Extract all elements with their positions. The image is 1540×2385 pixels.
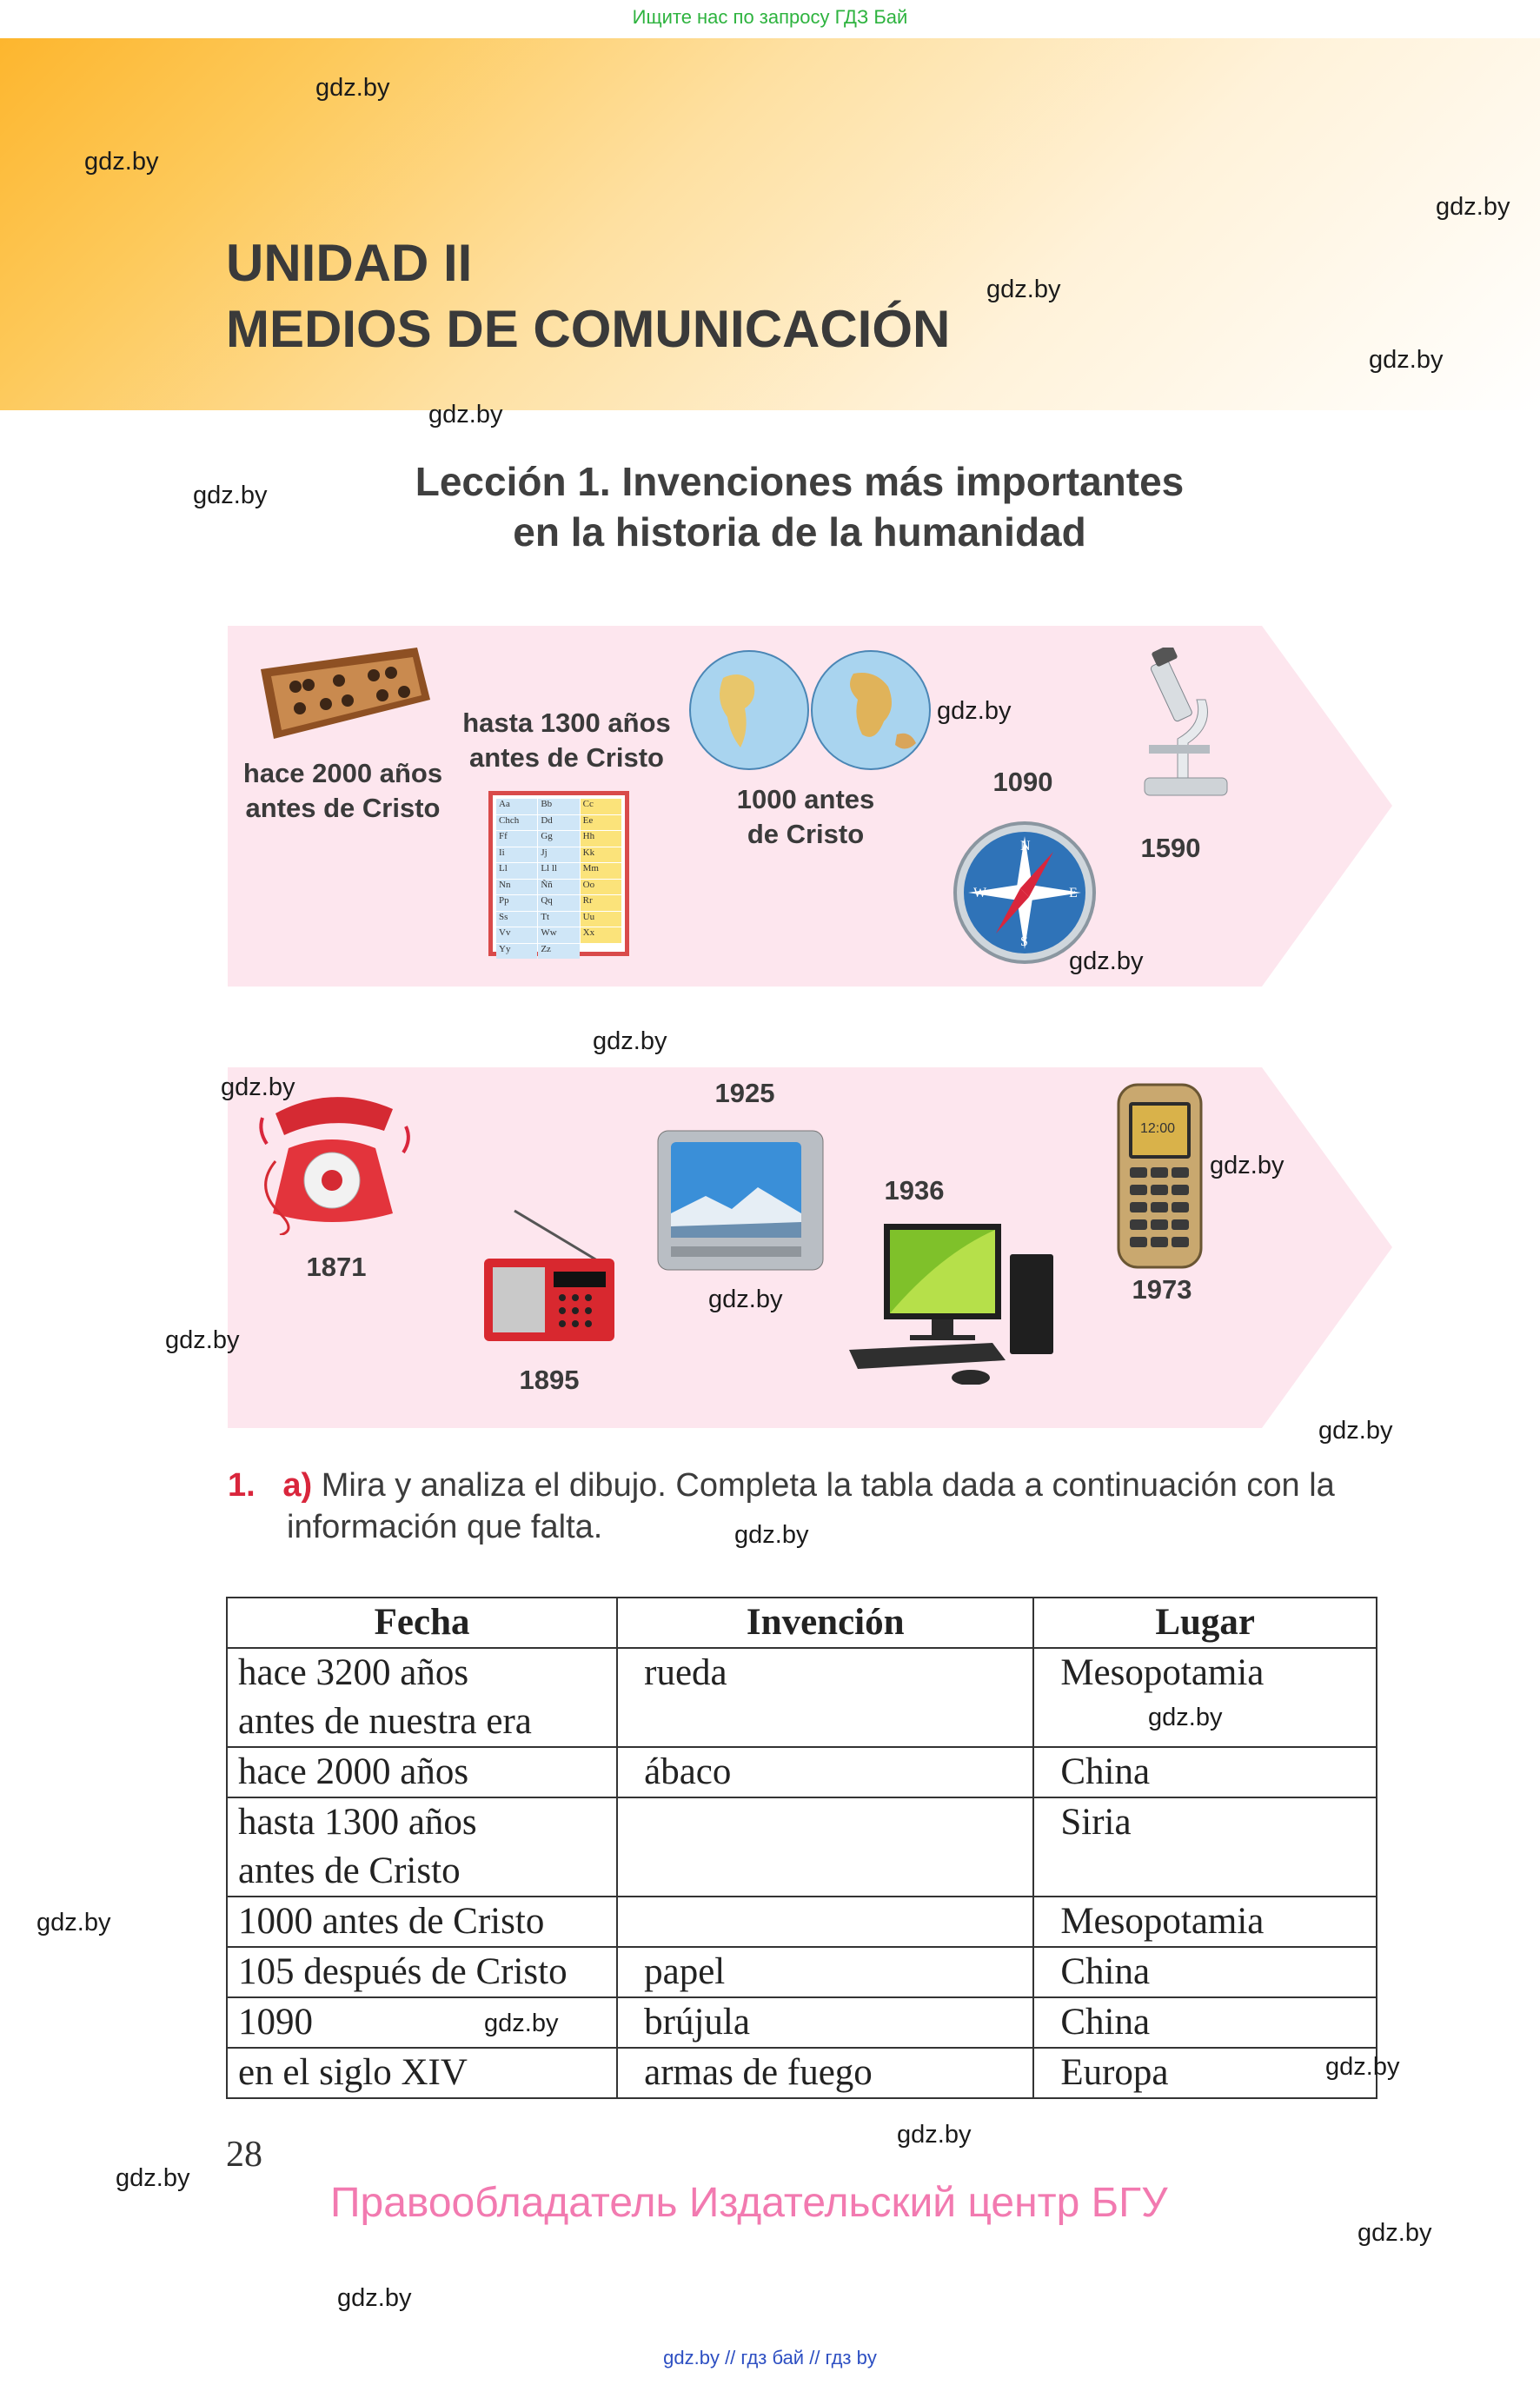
alphabet-label-line2: antes de Cristo <box>469 742 664 773</box>
cell-fecha-line: 1090 <box>238 2002 313 2043</box>
alphabet-cell: Zz <box>538 944 579 960</box>
alphabet-cell: Ii <box>496 847 537 863</box>
watermark: gdz.by <box>37 1909 111 1937</box>
radio-label: 1895 <box>519 1365 580 1395</box>
copyright-holder: Правообладатель Издательский центр БГУ <box>330 2180 1168 2226</box>
telephone-image <box>254 1083 415 1235</box>
alphabet-cell: Gg <box>538 831 579 847</box>
cell-invencion <box>617 1797 1033 1897</box>
table-header-row <box>227 1598 1377 1648</box>
compass-letter-n: N <box>1020 839 1031 854</box>
watermark: gdz.by <box>84 148 159 176</box>
cell-fecha-line: hace 3200 años <box>238 1652 469 1693</box>
television-image <box>654 1126 827 1274</box>
unit-name: MEDIOS DE COMUNICACIÓN <box>226 300 951 358</box>
exercise-number: 1. <box>228 1467 256 1504</box>
compass-letter-s: S <box>1020 934 1028 949</box>
cell-lugar: Europa <box>1033 2048 1377 2098</box>
alphabet-cell: Mm <box>581 863 621 879</box>
abacus-label <box>228 756 458 826</box>
mobile-phone-image <box>1114 1080 1210 1272</box>
header-fecha: Fecha <box>227 1598 617 1648</box>
watermark: gdz.by <box>937 697 1012 725</box>
globe-label-line2: de Cristo <box>747 819 865 849</box>
watermark: gdz.by <box>1436 193 1510 221</box>
computer-image <box>845 1219 1062 1385</box>
page-number: 28 <box>226 2135 262 2175</box>
globe-label <box>697 782 914 852</box>
abacus-image <box>243 643 435 747</box>
lesson-title-line2: en la historia de la humanidad <box>513 509 1086 555</box>
tv-label: 1925 <box>714 1078 775 1108</box>
alphabet-cell: Vv <box>496 927 537 943</box>
cell-fecha-line: 1000 antes de Cristo <box>238 1901 545 1942</box>
alphabet-cell: Aa <box>496 799 537 814</box>
alphabet-cell: Chch <box>496 815 537 831</box>
watermark: gdz.by <box>1318 1417 1393 1445</box>
globe-label-line1: 1000 antes <box>736 784 875 814</box>
compass-label: 1090 <box>992 767 1053 797</box>
watermark: gdz.by <box>1148 1704 1223 1731</box>
abacus-label-line1: hace 2000 años <box>242 758 443 788</box>
alphabet-cell: Ll ll <box>538 863 579 879</box>
compass-image <box>949 817 1101 969</box>
watermark: gdz.by <box>221 1073 295 1101</box>
watermark: gdz.by <box>428 401 503 429</box>
alphabet-cell: Ss <box>496 912 537 927</box>
cell-invencion: ábaco <box>617 1747 1033 1797</box>
cell-fecha-line: antes de Cristo <box>238 1850 461 1891</box>
watermark: gdz.by <box>484 2010 559 2037</box>
alphabet-cell: Ww <box>538 927 579 943</box>
watermark: gdz.by <box>593 1027 667 1055</box>
alphabet-cell: Xx <box>581 927 621 943</box>
watermark: gdz.by <box>315 74 390 102</box>
cell-lugar: Siria <box>1033 1797 1377 1897</box>
cell-fecha <box>227 1797 617 1897</box>
cell-fecha-line: antes de nuestra era <box>238 1701 532 1742</box>
mobile-phone-label: 1973 <box>1132 1274 1192 1305</box>
watermark: gdz.by <box>165 1326 240 1354</box>
alphabet-label-line1: hasta 1300 años <box>462 708 671 738</box>
watermark: gdz.by <box>337 2284 412 2312</box>
compass-letter-e: E <box>1069 886 1078 900</box>
header-lugar: Lugar <box>1033 1598 1377 1648</box>
radio-image <box>480 1206 623 1345</box>
watermark: gdz.by <box>708 1286 783 1313</box>
watermark: gdz.by <box>734 1521 809 1549</box>
alphabet-cell: Pp <box>496 895 537 911</box>
unit-title <box>226 230 950 362</box>
cell-fecha <box>227 1747 617 1797</box>
table-row <box>227 2048 1377 2098</box>
watermark: gdz.by <box>1325 2053 1400 2081</box>
cell-fecha <box>227 1648 617 1747</box>
watermark: gdz.by <box>897 2121 972 2149</box>
cell-fecha-line: 105 después de Cristo <box>238 1951 568 1992</box>
cell-invencion: brújula <box>617 1997 1033 2048</box>
unit-number: UNIDAD II <box>226 234 473 292</box>
abacus-label-line2: antes de Cristo <box>245 793 441 823</box>
watermark: gdz.by <box>193 482 268 509</box>
lesson-title <box>261 456 1338 557</box>
header-invencion: Invención <box>617 1598 1033 1648</box>
watermark: gdz.by <box>1369 346 1444 374</box>
cell-fecha-line: hasta 1300 años <box>238 1802 477 1843</box>
compass-letter-w: W <box>973 886 987 900</box>
alphabet-cell: Bb <box>538 799 579 814</box>
watermark: gdz.by <box>1357 2219 1432 2247</box>
exercise-text-line2: información que falta. <box>287 1509 603 1545</box>
cell-fecha <box>227 1947 617 1997</box>
cell-lugar: Mesopotamia <box>1033 1648 1377 1747</box>
table-row <box>227 1997 1377 2048</box>
cell-invencion: armas de fuego <box>617 2048 1033 2098</box>
alphabet-cell: Ll <box>496 863 537 879</box>
watermark: gdz.by <box>1069 947 1144 975</box>
microscope-label: 1590 <box>1140 833 1201 863</box>
mobile-screen-time: 12:00 <box>1140 1121 1176 1136</box>
alphabet-cell: Ññ <box>538 880 579 895</box>
cell-fecha <box>227 2048 617 2098</box>
lesson-title-line1: Lección 1. Invenciones más importantes <box>415 459 1185 504</box>
alphabet-chart <box>488 791 629 956</box>
cell-lugar: China <box>1033 1747 1377 1797</box>
alphabet-cell: Rr <box>581 895 621 911</box>
computer-label: 1936 <box>884 1175 945 1206</box>
exercise-text-line1: Mira y analiza el dibujo. Completa la tabla dada a continuación con la <box>312 1467 1335 1504</box>
alphabet-cell: Uu <box>581 912 621 927</box>
alphabet-cell: Nn <box>496 880 537 895</box>
exercise-letter: a) <box>282 1467 313 1504</box>
cell-lugar: China <box>1033 1997 1377 2048</box>
cell-invencion: papel <box>617 1947 1033 1997</box>
alphabet-cell: Ee <box>581 815 621 831</box>
world-map-globes-image <box>688 648 932 774</box>
cell-lugar: China <box>1033 1947 1377 1997</box>
timeline-modern-inventions <box>228 1067 1392 1428</box>
timeline-ancient-inventions <box>228 626 1392 987</box>
inventions-table <box>226 1597 1377 2099</box>
cell-fecha-line: hace 2000 años <box>238 1751 469 1792</box>
cell-lugar: Mesopotamia <box>1033 1897 1377 1947</box>
watermark: gdz.by <box>116 2164 190 2192</box>
alphabet-cell: Dd <box>538 815 579 831</box>
alphabet-cell: Qq <box>538 895 579 911</box>
footer-links[interactable]: gdz.by // гдз бай // гдз by <box>663 2347 877 2368</box>
microscope-image <box>1127 648 1240 800</box>
watermark: gdz.by <box>1210 1152 1284 1179</box>
table-row <box>227 1747 1377 1797</box>
table-row <box>227 1897 1377 1947</box>
telephone-label: 1871 <box>306 1252 367 1282</box>
exercise-1a <box>228 1465 1401 1548</box>
alphabet-cell: Ff <box>496 831 537 847</box>
cell-fecha <box>227 1997 617 2048</box>
alphabet-cell: Cc <box>581 799 621 814</box>
cell-invencion: rueda <box>617 1648 1033 1747</box>
cell-fecha <box>227 1897 617 1947</box>
alphabet-cell: Jj <box>538 847 579 863</box>
cell-fecha-line: en el siglo XIV <box>238 2052 468 2093</box>
watermark: gdz.by <box>986 276 1061 303</box>
alphabet-cell: Oo <box>581 880 621 895</box>
cell-invencion <box>617 1897 1033 1947</box>
table-row <box>227 1947 1377 1997</box>
alphabet-cell: Kk <box>581 847 621 863</box>
top-banner-link[interactable]: Ищите нас по запросу ГДЗ Бай <box>632 6 908 28</box>
alphabet-cell: Yy <box>496 944 537 960</box>
alphabet-cell: Tt <box>538 912 579 927</box>
table-row <box>227 1797 1377 1897</box>
alphabet-label <box>449 706 684 775</box>
alphabet-cell: Hh <box>581 831 621 847</box>
